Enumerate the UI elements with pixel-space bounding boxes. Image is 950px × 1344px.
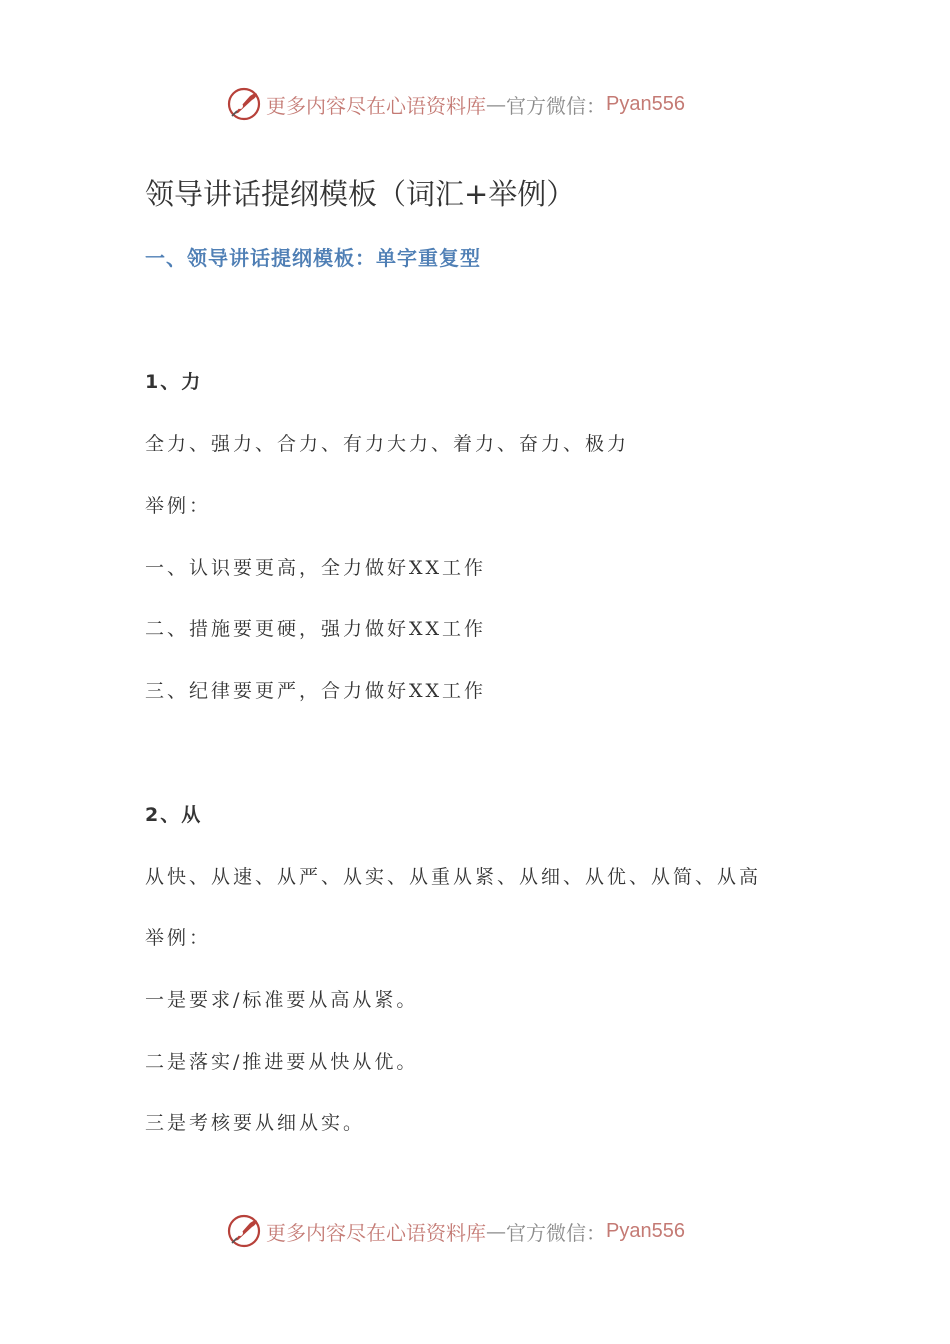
- watermark-footer: [226, 1211, 685, 1251]
- watermark-id: Pyan556: [606, 1219, 685, 1242]
- item-words: 全力、强力、合力、有力大力、着力、奋力、极力: [145, 433, 630, 455]
- item-heading: 1、力: [145, 371, 203, 393]
- example-line: 三是考核要从细从实。: [145, 1112, 366, 1134]
- watermark-label: 官方微信：: [506, 1220, 606, 1245]
- example-label: 举例：: [145, 927, 212, 949]
- example-line: 二、措施要更硬，强力做好XX工作: [145, 618, 487, 640]
- watermark-text: 更多内容尽在心语资料库: [266, 93, 486, 118]
- quill-logo-icon: [226, 86, 262, 122]
- watermark-id: Pyan556: [606, 92, 685, 115]
- item-words: 从快、从速、从严、从实、从重从紧、从细、从优、从简、从高: [145, 866, 762, 888]
- watermark-header: [226, 84, 685, 124]
- watermark-text: 更多内容尽在心语资料库: [266, 1220, 486, 1245]
- item-heading: 2、从: [145, 804, 203, 826]
- watermark-dash: —: [486, 1219, 506, 1243]
- example-line: 一、认识要更高，全力做好XX工作: [145, 557, 487, 579]
- page-title: 领导讲话提纲模板（词汇+举例）: [145, 177, 576, 211]
- example-line: 三、纪律要更严，合力做好XX工作: [145, 680, 487, 702]
- example-line: 二是落实/推进要从快从优。: [145, 1051, 419, 1073]
- example-line: 一是要求/标准要从高从紧。: [145, 989, 419, 1011]
- example-label: 举例：: [145, 495, 212, 517]
- watermark-label: 官方微信：: [506, 93, 606, 118]
- section-heading: 一、领导讲话提纲模板：单字重复型: [145, 246, 481, 270]
- quill-logo-icon: [226, 1213, 262, 1249]
- watermark-dash: —: [486, 92, 506, 116]
